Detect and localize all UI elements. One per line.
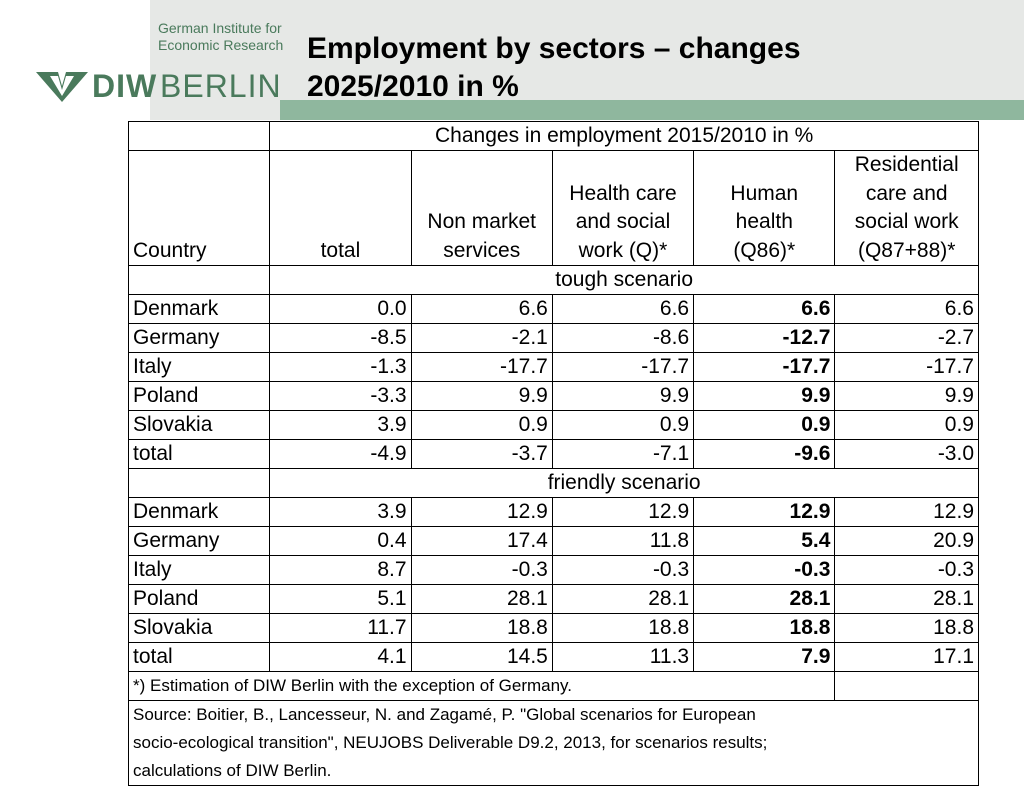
header-residential <box>835 151 979 266</box>
value-cell: -17.7 <box>694 353 835 382</box>
value-cell: 9.9 <box>552 382 693 411</box>
header-health-l2: and social <box>575 210 671 233</box>
friendly-scenario-row <box>129 469 979 498</box>
value-cell: 12.9 <box>835 498 979 527</box>
value-cell: -17.7 <box>835 353 979 382</box>
value-cell: 0.0 <box>270 295 411 324</box>
value-cell: 28.1 <box>552 585 693 614</box>
value-cell: -12.7 <box>694 324 835 353</box>
table-row <box>129 614 979 643</box>
country-cell: Poland <box>129 382 270 411</box>
value-cell: -1.3 <box>270 353 411 382</box>
value-cell: 6.6 <box>552 295 693 324</box>
footnote-blank-cell <box>835 672 979 701</box>
value-cell: 0.9 <box>552 411 693 440</box>
value-cell: 11.3 <box>552 643 693 672</box>
country-cell: Denmark <box>129 498 270 527</box>
super-header-row <box>129 122 979 151</box>
value-cell: 14.5 <box>411 643 552 672</box>
value-cell: 11.7 <box>270 614 411 643</box>
value-cell: 7.9 <box>694 643 835 672</box>
source-line-1: Source: Boitier, B., Lancesseur, N. and Zagamé, P. "Global scenarios for European <box>133 705 756 724</box>
scenario-blank-cell <box>129 266 270 295</box>
source-note <box>129 701 979 786</box>
corner-cell <box>129 122 270 151</box>
header-resid-l4: (Q87+88)* <box>857 238 956 262</box>
source-line-2: socio-ecological transition", NEUJOBS Deliverable D9.2, 2013, for scenarios results; <box>133 733 768 752</box>
value-cell: 28.1 <box>411 585 552 614</box>
source-line-3: calculations of DIW Berlin. <box>133 761 332 780</box>
footnote: *) Estimation of DIW Berlin with the exception of Germany. <box>129 672 835 701</box>
header-health-l1: Health care <box>569 181 677 205</box>
header-health-care <box>552 151 693 266</box>
tough-scenario-row <box>129 266 979 295</box>
value-cell: -17.7 <box>411 353 552 382</box>
diw-logo-mark-icon <box>36 68 88 104</box>
super-header: Changes in employment 2015/2010 in % <box>270 122 979 151</box>
country-cell: Poland <box>129 585 270 614</box>
scenario-blank-cell <box>129 469 270 498</box>
value-cell: 17.4 <box>411 527 552 556</box>
value-cell: 5.1 <box>270 585 411 614</box>
table-row <box>129 643 979 672</box>
value-cell: 5.4 <box>694 527 835 556</box>
title-line-2: 2025/2010 in % <box>307 70 519 103</box>
institute-line-2: Economic Research <box>158 37 284 53</box>
institute-name <box>158 20 283 54</box>
header-resid-l3: social work <box>854 210 959 233</box>
value-cell: 9.9 <box>411 382 552 411</box>
value-cell: -3.0 <box>835 440 979 469</box>
value-cell: 12.9 <box>552 498 693 527</box>
country-cell: Slovakia <box>129 411 270 440</box>
value-cell: 9.9 <box>694 382 835 411</box>
institute-line-1: German Institute for <box>158 20 282 36</box>
value-cell: 18.8 <box>552 614 693 643</box>
table-row <box>129 440 979 469</box>
value-cell: 3.9 <box>270 498 411 527</box>
tough-scenario-label: tough scenario <box>270 266 979 295</box>
value-cell: 18.8 <box>411 614 552 643</box>
value-cell: 3.9 <box>270 411 411 440</box>
value-cell: -8.5 <box>270 324 411 353</box>
header-non-market-l2: services <box>443 238 521 262</box>
country-cell: total <box>129 440 270 469</box>
table-row <box>129 353 979 382</box>
country-cell: Denmark <box>129 295 270 324</box>
header-country: Country <box>129 151 270 266</box>
footnote-row <box>129 672 979 701</box>
header-resid-l1: Residential <box>854 153 959 176</box>
value-cell: 0.9 <box>835 411 979 440</box>
value-cell: -17.7 <box>552 353 693 382</box>
source-row <box>129 701 979 786</box>
value-cell: -9.6 <box>694 440 835 469</box>
column-header-row <box>129 151 979 266</box>
table-row <box>129 585 979 614</box>
title-line-1: Employment by sectors – changes <box>307 32 801 65</box>
header-resid-l2: care and <box>865 181 948 205</box>
value-cell: 6.6 <box>411 295 552 324</box>
value-cell: 6.6 <box>835 295 979 324</box>
value-cell: -4.9 <box>270 440 411 469</box>
value-cell: -3.3 <box>270 382 411 411</box>
value-cell: -0.3 <box>694 556 835 585</box>
table-row <box>129 324 979 353</box>
value-cell: 11.8 <box>552 527 693 556</box>
country-cell: Germany <box>129 324 270 353</box>
table-row <box>129 498 979 527</box>
value-cell: -0.3 <box>552 556 693 585</box>
header-non-market-l1: Non market <box>427 210 536 233</box>
value-cell: -0.3 <box>835 556 979 585</box>
table-row <box>129 382 979 411</box>
logo-berlin: BERLIN <box>160 68 282 104</box>
value-cell: 20.9 <box>835 527 979 556</box>
value-cell: -0.3 <box>411 556 552 585</box>
friendly-scenario-label: friendly scenario <box>270 469 979 498</box>
table-row <box>129 556 979 585</box>
value-cell: 8.7 <box>270 556 411 585</box>
table-row <box>129 411 979 440</box>
header-human-l3: (Q86)* <box>733 238 796 262</box>
value-cell: 28.1 <box>835 585 979 614</box>
value-cell: 12.9 <box>694 498 835 527</box>
employment-table <box>128 121 979 786</box>
header-human-l2: health <box>735 210 793 233</box>
value-cell: 9.9 <box>835 382 979 411</box>
value-cell: 0.4 <box>270 527 411 556</box>
value-cell: 6.6 <box>694 295 835 324</box>
header-human-l1: Human <box>730 181 799 205</box>
header-non-market <box>411 151 552 266</box>
country-cell: total <box>129 643 270 672</box>
value-cell: -2.1 <box>411 324 552 353</box>
header-total: total <box>270 151 411 266</box>
value-cell: -2.7 <box>835 324 979 353</box>
value-cell: -8.6 <box>552 324 693 353</box>
logo-diw: DIW <box>92 68 158 104</box>
value-cell: 28.1 <box>694 585 835 614</box>
table-row <box>129 527 979 556</box>
header-human-health <box>694 151 835 266</box>
value-cell: 12.9 <box>411 498 552 527</box>
value-cell: -3.7 <box>411 440 552 469</box>
page-title <box>307 30 801 106</box>
country-cell: Italy <box>129 556 270 585</box>
header-health-l3: work (Q)* <box>578 238 668 262</box>
country-cell: Italy <box>129 353 270 382</box>
value-cell: 18.8 <box>694 614 835 643</box>
table-row <box>129 295 979 324</box>
country-cell: Slovakia <box>129 614 270 643</box>
value-cell: 17.1 <box>835 643 979 672</box>
value-cell: 0.9 <box>411 411 552 440</box>
country-cell: Germany <box>129 527 270 556</box>
value-cell: 4.1 <box>270 643 411 672</box>
value-cell: 18.8 <box>835 614 979 643</box>
value-cell: 0.9 <box>694 411 835 440</box>
value-cell: -7.1 <box>552 440 693 469</box>
